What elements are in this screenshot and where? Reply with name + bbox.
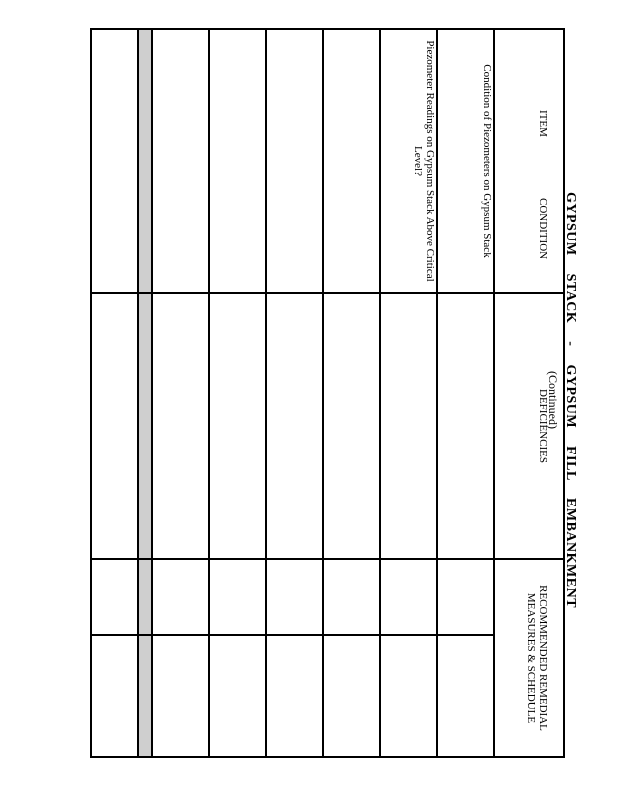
row-condition-cell: Piezometer Readings on Gypsum Stack Above Critical Level? bbox=[380, 29, 437, 293]
row-recommended-cell bbox=[91, 559, 138, 635]
row-deficiencies-cell bbox=[380, 293, 437, 559]
row-schedule-cell bbox=[152, 635, 209, 757]
row-condition-cell bbox=[152, 29, 209, 293]
table-row bbox=[323, 29, 380, 757]
table-row bbox=[209, 29, 266, 757]
row-recommended-cell bbox=[380, 559, 437, 635]
row-schedule-cell bbox=[380, 635, 437, 757]
row-deficiencies-cell bbox=[152, 293, 209, 559]
page-title: GYPSUM STACK - GYPSUM FILL EMBANKMENT bbox=[563, 191, 578, 609]
row-recommended-cell bbox=[266, 559, 323, 635]
table-row bbox=[152, 29, 209, 757]
row-condition-cell bbox=[91, 29, 138, 293]
row-recommended-cell bbox=[152, 559, 209, 635]
page-subtitle: (Continued) bbox=[546, 371, 560, 429]
row-deficiencies-cell bbox=[266, 293, 323, 559]
shaded-cell bbox=[138, 293, 152, 559]
row-deficiencies-cell bbox=[323, 293, 380, 559]
header-item-condition-cell bbox=[494, 29, 564, 293]
shaded-cell bbox=[138, 559, 152, 635]
row-schedule-cell bbox=[91, 635, 138, 757]
header-condition: CONDITION bbox=[537, 198, 549, 260]
row-recommended-cell bbox=[209, 559, 266, 635]
row-condition-cell bbox=[266, 29, 323, 293]
row-deficiencies-cell bbox=[209, 293, 266, 559]
header-row bbox=[494, 29, 564, 757]
row-condition-cell: Condition of Piezometers on Gypsum Stack bbox=[437, 29, 494, 293]
row-condition-cell bbox=[209, 29, 266, 293]
header-item: ITEM bbox=[537, 110, 549, 137]
shaded-separator-row bbox=[138, 29, 152, 757]
table-row bbox=[437, 29, 494, 757]
shaded-cell bbox=[138, 635, 152, 757]
row-schedule-cell bbox=[266, 635, 323, 757]
row-recommended-cell bbox=[437, 559, 494, 635]
row-condition-cell bbox=[323, 29, 380, 293]
row-schedule-cell bbox=[323, 635, 380, 757]
inspection-table bbox=[90, 28, 565, 758]
row-schedule-cell bbox=[209, 635, 266, 757]
table-row bbox=[380, 29, 437, 757]
header-recommended: RECOMMENDED REMEDIAL MEASURES & SCHEDULE bbox=[494, 559, 564, 757]
row-recommended-cell bbox=[323, 559, 380, 635]
row-deficiencies-cell bbox=[91, 293, 138, 559]
shaded-cell bbox=[138, 29, 152, 293]
row-deficiencies-cell bbox=[437, 293, 494, 559]
table-row bbox=[91, 29, 138, 757]
table-row bbox=[266, 29, 323, 757]
row-schedule-cell bbox=[437, 635, 494, 757]
header-deficiencies: DEFICIENCIES bbox=[494, 293, 564, 559]
